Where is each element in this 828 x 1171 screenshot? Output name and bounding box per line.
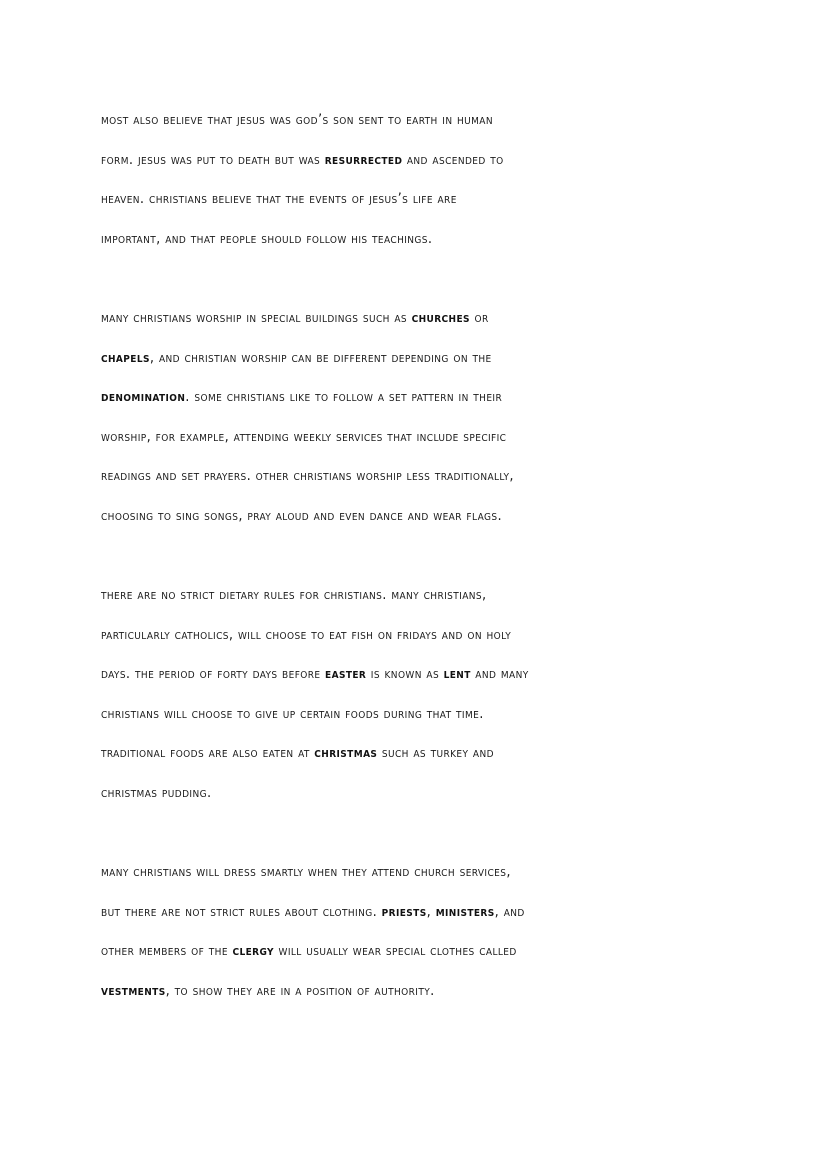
text-segment: and ascended to: [402, 151, 504, 168]
text-line: [101, 339, 729, 379]
text-segment: many christians will dress smartly when they attend church services,: [101, 864, 511, 880]
text-line: [101, 695, 729, 735]
key-term: denomination: [101, 389, 186, 405]
paragraph: [101, 299, 729, 536]
text-segment: readings and set prayers. other christians worship less traditionally,: [101, 468, 514, 484]
document-body: [101, 101, 729, 1051]
text-line: [101, 418, 729, 458]
text-line: [101, 299, 729, 339]
key-term: resurrected: [324, 151, 403, 168]
text-segment: important, and that people should follow his teachings.: [101, 230, 433, 247]
text-segment: christians will choose to give up certain foods during that time.: [101, 705, 484, 722]
text-segment: is known as: [366, 666, 444, 682]
text-segment: will usually wear special clothes called: [273, 943, 517, 959]
text-line: [101, 141, 729, 181]
text-segment: , to show they are in a position of authority.: [165, 982, 435, 999]
text-segment: form. jesus was put to death but was: [101, 151, 325, 168]
key-term: chapels: [101, 349, 150, 366]
text-segment: ,: [426, 903, 436, 920]
key-term: ministers: [435, 903, 495, 920]
text-line: [101, 378, 729, 418]
text-segment: worship, for example, attending weekly services that include specific: [101, 428, 507, 445]
text-line: [101, 972, 729, 1012]
text-segment: , and christian worship can be different depending on the: [149, 349, 492, 366]
text-segment: choosing to sing songs, pray aloud and even dance and wear flags.: [101, 507, 503, 524]
text-segment: traditional foods are also eaten at: [101, 745, 315, 761]
text-line: [101, 457, 729, 497]
text-segment: particularly catholics, will choose to eat fish on fridays and on holy: [101, 626, 512, 643]
key-term: lent: [443, 666, 471, 682]
text-segment: . some christians like to follow a set pattern in their: [185, 389, 503, 405]
text-segment: christmas pudding.: [101, 784, 212, 801]
text-segment: heaven. christians believe that the events of jesus’s life are: [101, 191, 457, 207]
text-segment: and many: [470, 666, 529, 682]
text-line: [101, 101, 729, 141]
text-segment: days. the period of forty days before: [101, 666, 326, 682]
text-line: [101, 932, 729, 972]
text-segment: but there are not strict rules about clothing.: [101, 903, 382, 920]
text-line: [101, 774, 729, 814]
text-line: [101, 893, 729, 933]
key-term: priests: [381, 903, 427, 920]
text-line: [101, 853, 729, 893]
text-segment: , and: [494, 903, 525, 920]
paragraph: [101, 101, 729, 259]
key-term: clergy: [232, 943, 274, 959]
key-term: christmas: [314, 745, 378, 761]
text-line: [101, 734, 729, 774]
text-line: [101, 497, 729, 537]
text-segment: such as turkey and: [377, 745, 494, 761]
paragraph: [101, 853, 729, 1011]
key-term: vestments: [101, 982, 166, 999]
text-segment: many christians worship in special buildings such as: [101, 310, 412, 326]
text-segment: or: [469, 310, 489, 326]
key-term: easter: [325, 666, 367, 682]
key-term: churches: [411, 310, 470, 326]
text-segment: there are no strict dietary rules for christians. many christians,: [101, 587, 487, 603]
text-segment: other members of the: [101, 943, 233, 959]
text-line: [101, 655, 729, 695]
text-segment: most also believe that jesus was god’s son sent to earth in human: [101, 112, 493, 128]
paragraph: [101, 576, 729, 813]
text-line: [101, 180, 729, 220]
text-line: [101, 616, 729, 656]
text-line: [101, 220, 729, 260]
text-line: [101, 576, 729, 616]
